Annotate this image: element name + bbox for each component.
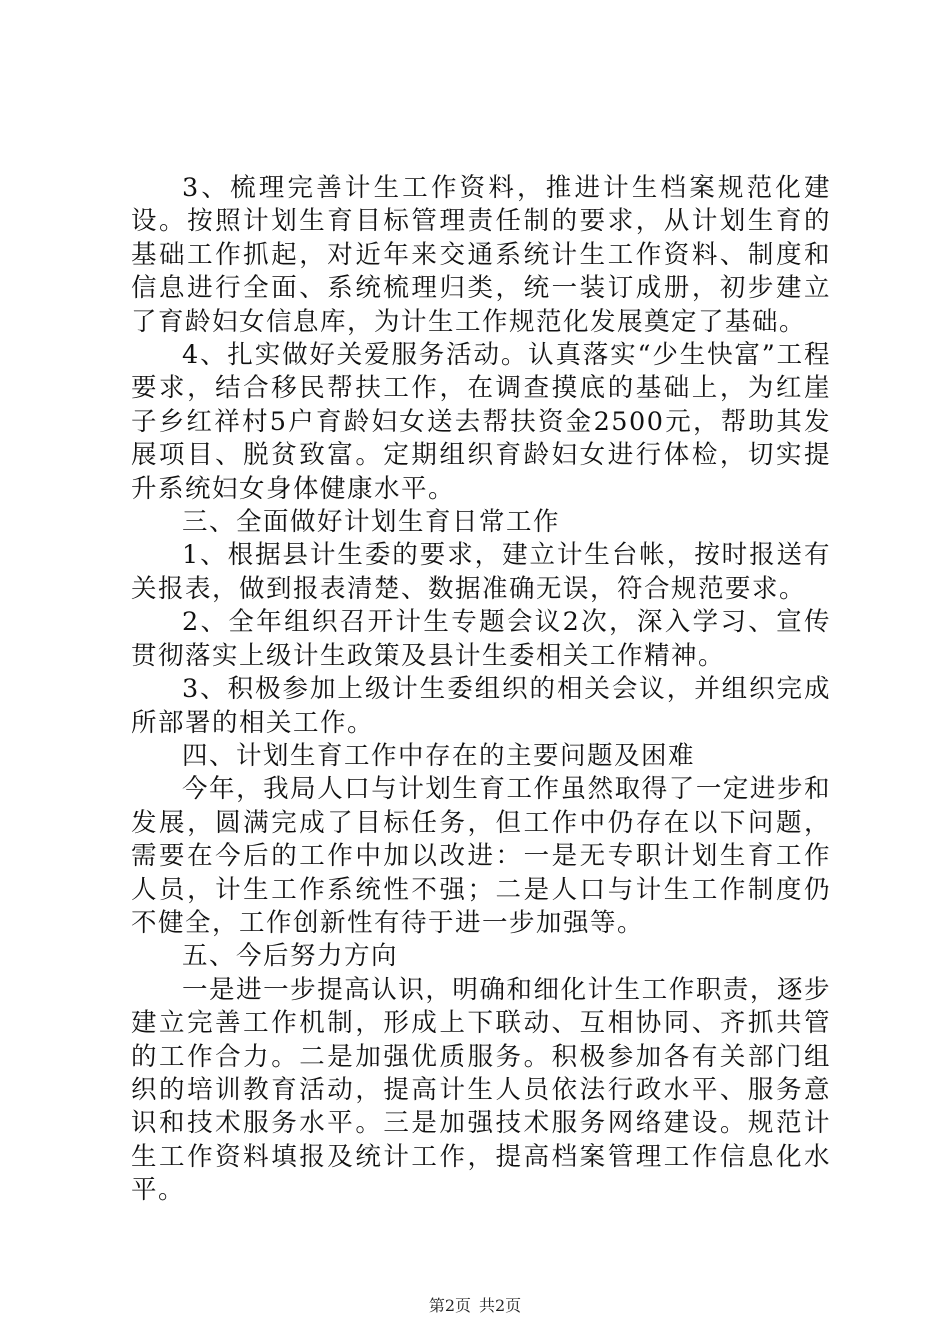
page-number: 第2页: [428, 1296, 471, 1315]
paragraph-superior-meetings: 3、积极参加上级计生委组织的相关会议，并组织完成所部署的相关工作。: [131, 674, 831, 738]
paragraph-archive-standardization: 3、梳理完善计生工作资料，推进计生档案规范化建设。按照计划生育目标管理责任制的要求，从计划生育的基础工作抓起，对近年来交通系统计生工作资料、制度和信息进行全面、系统梳理归类，统一装订成册，初步建立了育龄妇女信息库，为计生工作规范化发展奠定了基础。: [131, 173, 831, 337]
paragraph-problems: 今年，我局人口与计划生育工作虽然取得了一定进步和发展，圆满完成了目标任务，但工作中仍存在以下问题，需要在今后的工作中加以改进：一是无专职计划生育工作人员，计生工作系统性不强；二是人口与计生工作制度仍不健全，工作创新性有待于进一步加强等。: [131, 774, 831, 938]
paragraph-care-services: 4、扎实做好关爱服务活动。认真落实“少生快富”工程要求，结合移民帮扶工作，在调查摸底的基础上，为红崖子乡红祥村5户育龄妇女送去帮扶资金2500元，帮助其发展项目、脱贫致富。定期组织育龄妇女进行体检，切实提升系统妇女身体健康水平。: [131, 340, 831, 504]
paragraph-future-direction: 一是进一步提高认识，明确和细化计生工作职责，逐步建立完善工作机制，形成上下联动、互相协同、齐抓共管的工作合力。二是加强优质服务。积极参加各有关部门组织的培训教育活动，提高计生人员依法行政水平、服务意识和技术服务水平。三是加强技术服务网络建设。规范计生工作资料填报及统计工作，提高档案管理工作信息化水平。: [131, 974, 831, 1206]
document-body: [131, 172, 831, 1208]
paragraph-ledger-reports: 1、根据县计生委的要求，建立计生台帐，按时报送有关报表，做到报表清楚、数据准确无误，符合规范要求。: [131, 540, 831, 604]
section-heading-future-direction: 五、今后努力方向: [182, 941, 399, 972]
page-total: 共2页: [479, 1296, 522, 1315]
section-heading-problems: 四、计划生育工作中存在的主要问题及困难: [182, 740, 696, 771]
page-footer: [0, 1296, 950, 1316]
section-heading-daily-work: 三、全面做好计划生育日常工作: [182, 507, 561, 538]
paragraph-meetings: 2、全年组织召开计生专题会议2次，深入学习、宣传贯彻落实上级计生政策及县计生委相关工作精神。: [131, 607, 831, 671]
